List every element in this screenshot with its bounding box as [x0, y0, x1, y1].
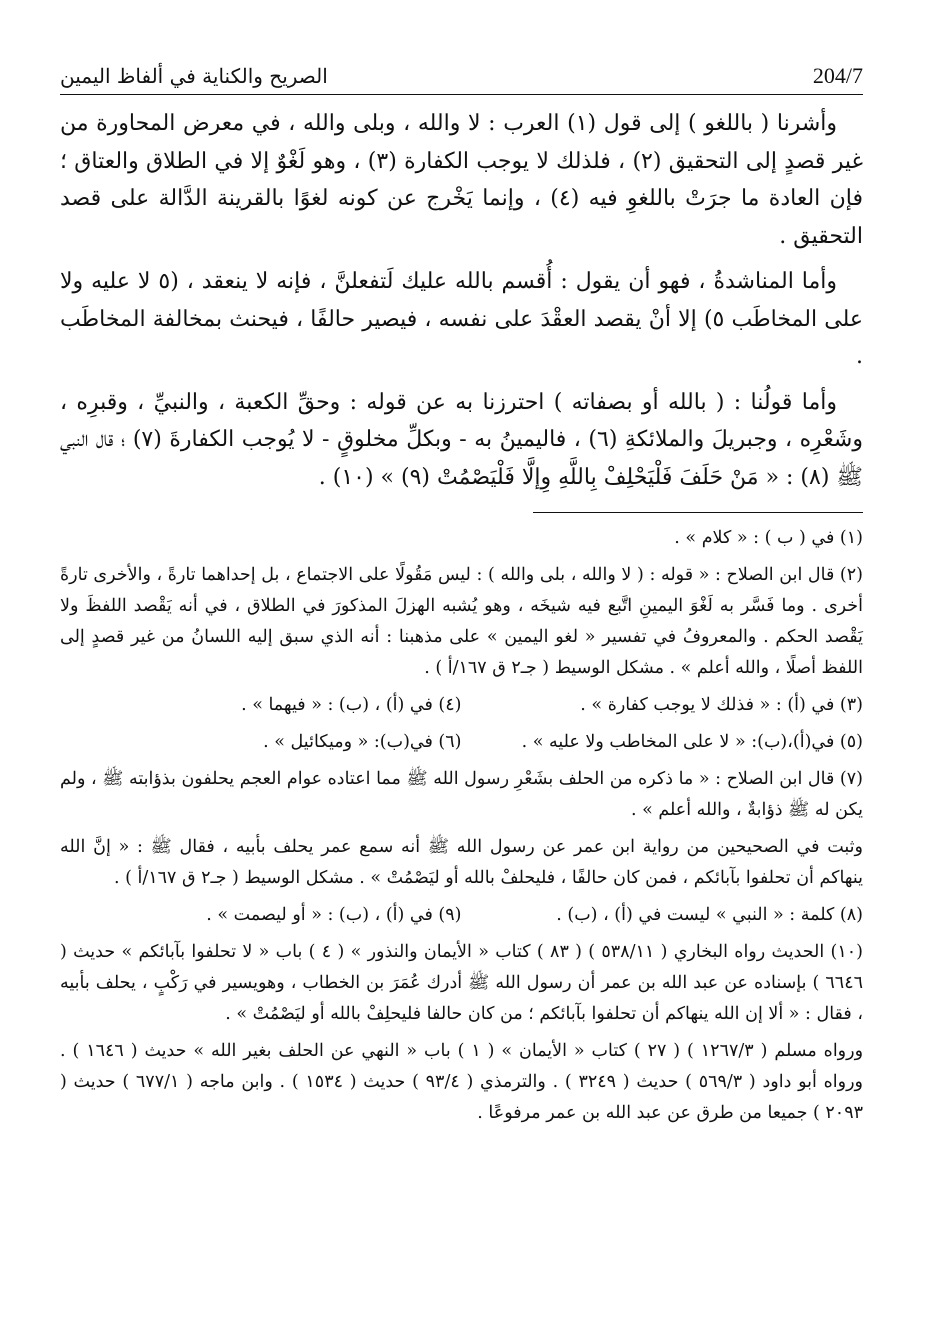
- footnote-10: (١٠) الحديث رواه البخاري ( ٥٣٨/١١ ) ( ٨٣ ) كتاب « الأيمان والنذور » ( ٤ ) باب « لا تحلفوا بآبائكم » حديث ( ٦٦٤٦ ) بإسناده عن عبد الله بن عمر أن رسول الله ﷺ أدرك عُمَرَ بن الخطاب ، وهويسير في رَكْبٍ ، يحلف بأبيه ، فقال : « ألا إن الله ينهاكم أن تحلفوا بآبائكم ؛ من كان حالفا فليحلِفْ بالله أو ليَصْمُتْ » .: [60, 942, 863, 1024]
- footnote-row-3-4: [60, 690, 863, 721]
- page-header: [60, 58, 863, 95]
- footnote-9: (٩) في (أ) ، (ب) : « أو ليصمت » .: [206, 905, 462, 925]
- footnote-1: (١) في ( ب ) : « كلام » .: [674, 528, 863, 548]
- paragraph-munashada: وأما المناشدةُ ، فهو أن يقول : أُقسم بالله عليك لَتفعلنَّ ، فإنه لا ينعقد ، (٥ لا عليه ولا على المخاطَب ٥) إلا أنْ يقصد العقْدَ على نفسه ، فيصير حالفًا ، فيحنث بمخالفة المخاطَب .: [60, 269, 863, 369]
- footnote-2: (٢) قال ابن الصلاح : « قوله : ( لا والله ، بلى والله ) : ليس مَقُولًا على الاجتماع ، بل إحداهما تارةً ، والأخرى تارةً أخرى . وما فَسَّر به لَغْوَ اليمينِ اتَّبع فيه شيخَه ، وهو يُشبه الهزلَ المذكورَ في الطلاق ، في أنه يَقْصد اللفظَ ولا يَقْصد الحكم . والمعروفُ في تفسير « لغو اليمين » على مذهبنا : أنه الذي سبق إليه اللسانُ من غير قصدٍ إلى اللفظ أصلًا ، والله أعلم » . مشكل الوسيط ( جـ٢ ق ١٦٧/أ ) .: [60, 565, 863, 678]
- footnote-10-continued: ورواه مسلم ( ١٢٦٧/٣ ) ( ٢٧ ) كتاب « الأيمان » ( ١ ) باب « النهي عن الحلف بغير الله » حديث ( ١٦٤٦ ) . ورواه أبو داود ( ٥٦٩/٣ ) حديث ( ٣٢٤٩ ) . والترمذي ( ٩٣/٤ ) حديث ( ١٥٣٤ ) . وابن ماجه ( ٦٧٧/١ ) حديث ( ٢٠٩٣ ) جميعا من طرق عن عبد الله بن عمر مرفوعًا .: [60, 1041, 864, 1123]
- footnote-row-8-9: [60, 900, 863, 931]
- footnote-6: (٦) في(ب): « وميكائيل » .: [263, 732, 462, 752]
- paragraph-billah: وأما قولُنا : ( بالله أو بصفاته ) احترزنا به عن قوله : وحقِّ الكعبة ، والنبيِّ ، وقبرِه ، وشَعْرِه ، وجبريلَ والملائكةِ (٦) ، فاليمينُ به - وبكلِّ مخلوقٍ - لا يُوجب الكفارةَ (٧) ؛ قال النبي ﷺ (٨) : « مَنْ حَلَفَ فَلْيَحْلِفْ بِاللَّهِ وِإلَّا فَلْيَصْمُتْ (٩) » (١٠) .: [60, 389, 863, 490]
- footnote-5: (٥) في(أ)،(ب): « لا على المخاطب ولا عليه » .: [521, 732, 863, 752]
- footnote-7-continued: وثبت في الصحيحين من رواية ابن عمر عن رسول الله ﷺ أنه سمع عمر يحلف بأبيه ، فقال ﷺ : « إنَّ الله ينهاكم أن تحلفوا بآبائكم ، فمن كان حالفًا ، فليحلفْ بالله أو ليَصْمُتْ » . مشكل الوسيط ( جـ٢ ق ١٦٧/أ ) .: [60, 837, 863, 888]
- footnote-separator: [533, 512, 863, 513]
- paragraph-laghw: وأشرنا ( باللغو ) إلى قول (١) العرب : لا والله ، وبلى والله ، في معرض المحاورة من غير قصدٍ إلى التحقيق (٢) ، فلذلك لا يوجب الكفارة (٣) ، وهو لَغْوٌ إلا في الطلاق والعتاق ؛ فإن العادة ما جرَتْ باللغوِ فيه (٤) ، وإنما يَخْرج عن كونه لغوًا بالقرينة الدَّالة على قصد التحقيق .: [60, 111, 863, 249]
- footnote-3: (٣) في (أ) : « فذلك لا يوجب كفارة » .: [580, 695, 863, 715]
- footnote-7: (٧) قال ابن الصلاح : « ما ذكره من الحلف بشَعْرِ رسول الله ﷺ مما اعتاده عوام العجم يحلفون بذؤابته ﷺ ، ولم يكن له ﷺ ذؤابةٌ ، والله أعلم » .: [60, 769, 863, 820]
- running-title: الصريح والكناية في ألفاظ اليمين: [60, 64, 328, 88]
- footnote-4: (٤) في (أ) ، (ب) : « فيهما » .: [241, 695, 462, 715]
- footnote-row-5-6: [60, 727, 863, 758]
- main-text: [60, 105, 863, 496]
- footnotes: [60, 523, 863, 1129]
- footnote-8: (٨) كلمة : « النبي » ليست في (أ) ، (ب) .: [556, 905, 863, 925]
- page-number: 204/7: [812, 63, 863, 88]
